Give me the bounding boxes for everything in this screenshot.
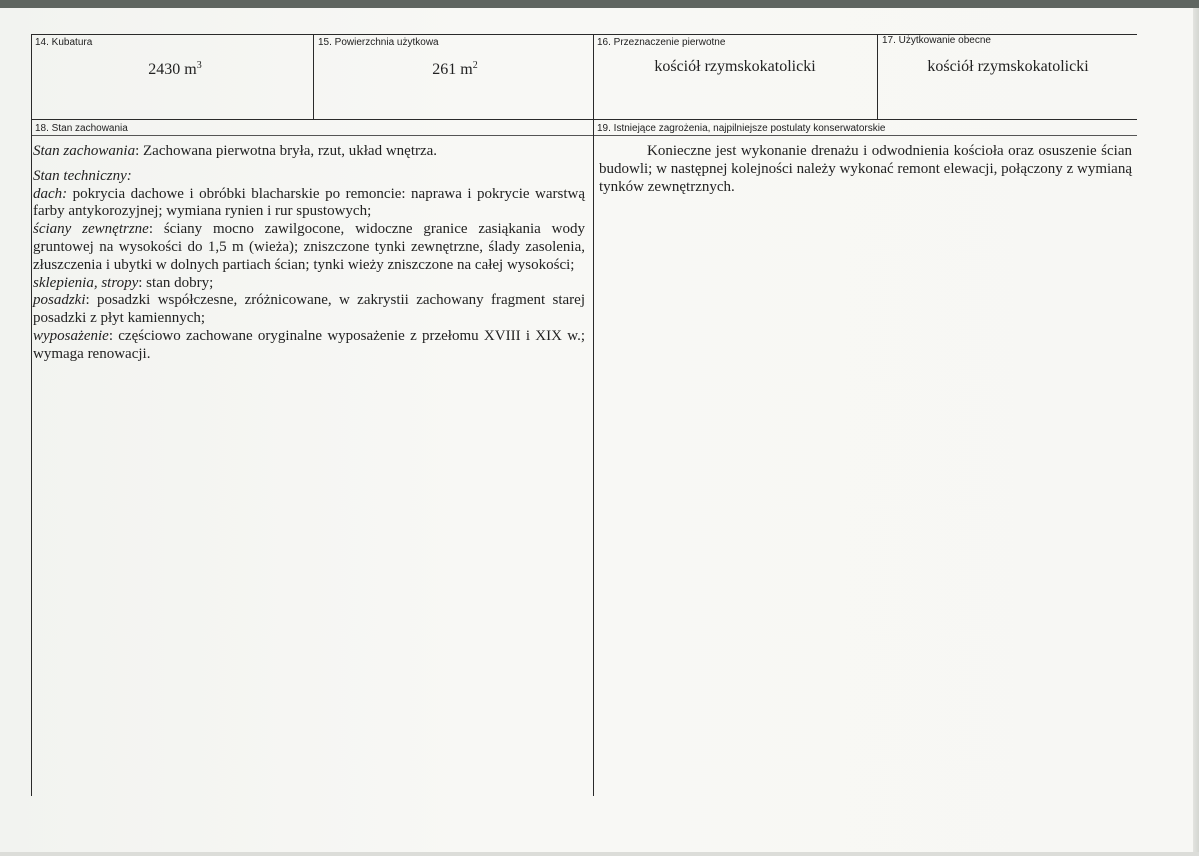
item-wyposazenie xyxy=(33,328,585,364)
column-divider-14-15 xyxy=(313,34,314,119)
field-17-value: kościół rzymskokatolicki xyxy=(927,58,1089,75)
section-18-label: 18. Stan zachowania xyxy=(35,123,128,134)
stan-zachowania-paragraph xyxy=(33,143,585,161)
stan-zachowania-term: Stan zachowania xyxy=(33,143,136,159)
item-sklepienia xyxy=(33,275,585,293)
item-term: sklepienia, stropy xyxy=(33,274,139,291)
item-text: : częściowo zachowane oryginalne wyposażenie z przełomu XVIII i XIX w.; wymaga renowacji. xyxy=(33,327,585,362)
item-text: : ściany mocno zawilgocone, widoczne granice zasiąkania wody gruntowej na wysokości do 1,5 m (wieża); zniszczone tynki zewnętrzne, ślady zasolenia, złuszczenia i ubytki w dolnych partiach ścian; tynki wieży zniszczone na całej wysokości; xyxy=(33,221,585,273)
item-dach xyxy=(33,186,585,222)
section-18-content xyxy=(33,143,585,364)
field-14-label: 14. Kubatura xyxy=(35,37,93,48)
stan-techniczny-heading: Stan techniczny: xyxy=(33,167,132,184)
section-19-content: Konieczne jest wykonanie drenażu i odwodnienia kościoła oraz osuszenie ścian budowli; w następnej kolejności należy wykonać remont elewacji, połączony z wymianą tynków zewnętrznych. xyxy=(599,143,1132,195)
table-left-border xyxy=(31,34,32,796)
section-19-label: 19. Istniejące zagrożenia, najpilniejsze postulaty konserwatorskie xyxy=(597,123,886,134)
page-bottom-edge xyxy=(0,852,1199,856)
stan-zachowania-text: : Zachowana pierwotna bryła, rzut, układ wnętrza. xyxy=(135,143,438,159)
item-term: wyposażenie xyxy=(33,327,109,344)
row-divider xyxy=(31,119,1137,120)
column-divider-main xyxy=(593,34,594,796)
field-16-value: kościół rzymskokatolicki xyxy=(654,58,816,75)
field-15-label: 15. Powierzchnia użytkowa xyxy=(318,37,439,48)
item-posadzki xyxy=(33,292,585,328)
column-divider-16-17 xyxy=(877,34,878,119)
page-right-edge xyxy=(1193,8,1199,856)
item-sciany xyxy=(33,221,585,274)
item-text: pokrycia dachowe i obróbki blacharskie po remoncie: naprawa i pokrycie warstwą farby antykorozyjnej; wymiana rynien i rur spustowych; xyxy=(33,185,585,220)
item-term: posadzki xyxy=(33,292,86,309)
field-16-label: 16. Przeznaczenie pierwotne xyxy=(597,37,726,48)
item-term: dach: xyxy=(33,185,68,202)
field-14-value: 2430 $m^3$ xyxy=(148,60,202,78)
item-term: ściany zewnętrzne xyxy=(33,221,149,238)
stan-techniczny-term: Stan techniczny xyxy=(33,167,127,184)
item-text: : posadzki współczesne, zróżnicowane, w zakrystii zachowany fragment starej posadzki z płyt kamiennych; xyxy=(33,292,585,327)
field-17-label: 17. Użytkowanie obecne xyxy=(882,35,991,46)
section-label-underline xyxy=(31,135,1137,136)
item-text: : stan dobry; xyxy=(138,274,214,291)
scan-top-border xyxy=(0,0,1199,8)
field-15-value: 261 $m^2$ xyxy=(432,60,478,78)
